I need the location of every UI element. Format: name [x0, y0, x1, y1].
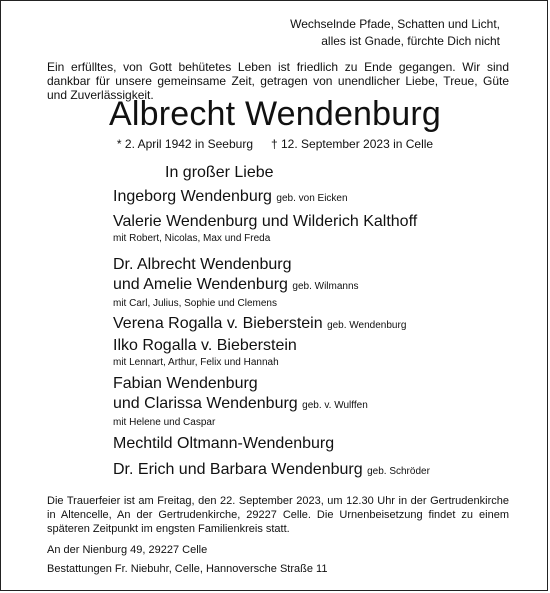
life-dates: [1, 137, 549, 151]
motto-line-2: alles ist Gnade, fürchte Dich nicht: [321, 34, 500, 48]
mourner-group-2: [113, 212, 513, 245]
mourner-children: mit Carl, Julius, Sophie und Clemens: [113, 298, 277, 309]
deceased-name: Albrecht Wendenburg: [108, 95, 442, 133]
mourner-group-1: [113, 187, 513, 209]
mourners-heading: In großer Liebe: [165, 164, 274, 181]
mourner-name: Dr. Erich und Barbara Wendenburg: [113, 461, 363, 478]
mourner-group-6: [113, 434, 513, 454]
undertaker-info: Bestattungen Fr. Niebuhr, Celle, Hannoversche Straße 11: [47, 563, 328, 575]
motto: [290, 16, 500, 50]
mourner-name: Valerie Wendenburg und Wilderich Kalthoff: [113, 213, 418, 230]
death-date: † 12. September 2023 in Celle: [271, 137, 434, 151]
intro-text: Ein erfülltes, von Gott behütetes Leben ist friedlich zu Ende gegangen. Wir sind dankbar für unsere gemeinsame Zeit, getragen von unendlicher Liebe, Treue, Güte und Zuverlässigkeit.: [47, 60, 509, 102]
mourner-children: mit Helene und Caspar: [113, 417, 216, 428]
motto-line-1: Wechselnde Pfade, Schatten und Licht,: [290, 17, 500, 31]
mourner-group-7: [113, 460, 513, 482]
mourner-name: Mechtild Oltmann-Wendenburg: [113, 435, 335, 452]
mourner-name: Verena Rogalla v. Bieberstein: [113, 315, 323, 332]
mourner-name: und Clarissa Wendenburg: [113, 395, 298, 412]
mourner-children: mit Robert, Nicolas, Max und Freda: [113, 233, 271, 244]
maiden-name-note: geb. Wendenburg: [327, 320, 407, 331]
mourner-group-3: [113, 255, 513, 310]
mourner-group-4: [113, 314, 513, 369]
mourner-group-5: [113, 374, 513, 429]
mourner-name: Ingeborg Wendenburg: [113, 188, 272, 205]
maiden-name-note: geb. Schröder: [367, 466, 430, 477]
birth-date: * 2. April 1942 in Seeburg: [116, 137, 253, 151]
mourner-name: Ilko Rogalla v. Bieberstein: [113, 337, 297, 354]
family-address: An der Nienburg 49, 29227 Celle: [47, 544, 208, 556]
mourner-name: und Amelie Wendenburg: [113, 276, 288, 293]
maiden-name-note: geb. Wilmanns: [292, 281, 359, 292]
maiden-name-note: geb. von Eicken: [276, 193, 348, 204]
mourner-name: Dr. Albrecht Wendenburg: [113, 256, 292, 273]
funeral-service-text: Die Trauerfeier ist am Freitag, den 22. September 2023, um 12.30 Uhr in der Gertrudenkirche in Altencelle, An der Gertrudenkirche, 29227 Celle. Die Urnenbeisetzung findet zu einem späteren Zeitpunkt im engsten Familienkreis statt.: [47, 495, 509, 535]
mourner-children: mit Lennart, Arthur, Felix und Hannah: [113, 357, 279, 368]
mourner-name: Fabian Wendenburg: [113, 375, 258, 392]
maiden-name-note: geb. v. Wulffen: [302, 400, 368, 411]
